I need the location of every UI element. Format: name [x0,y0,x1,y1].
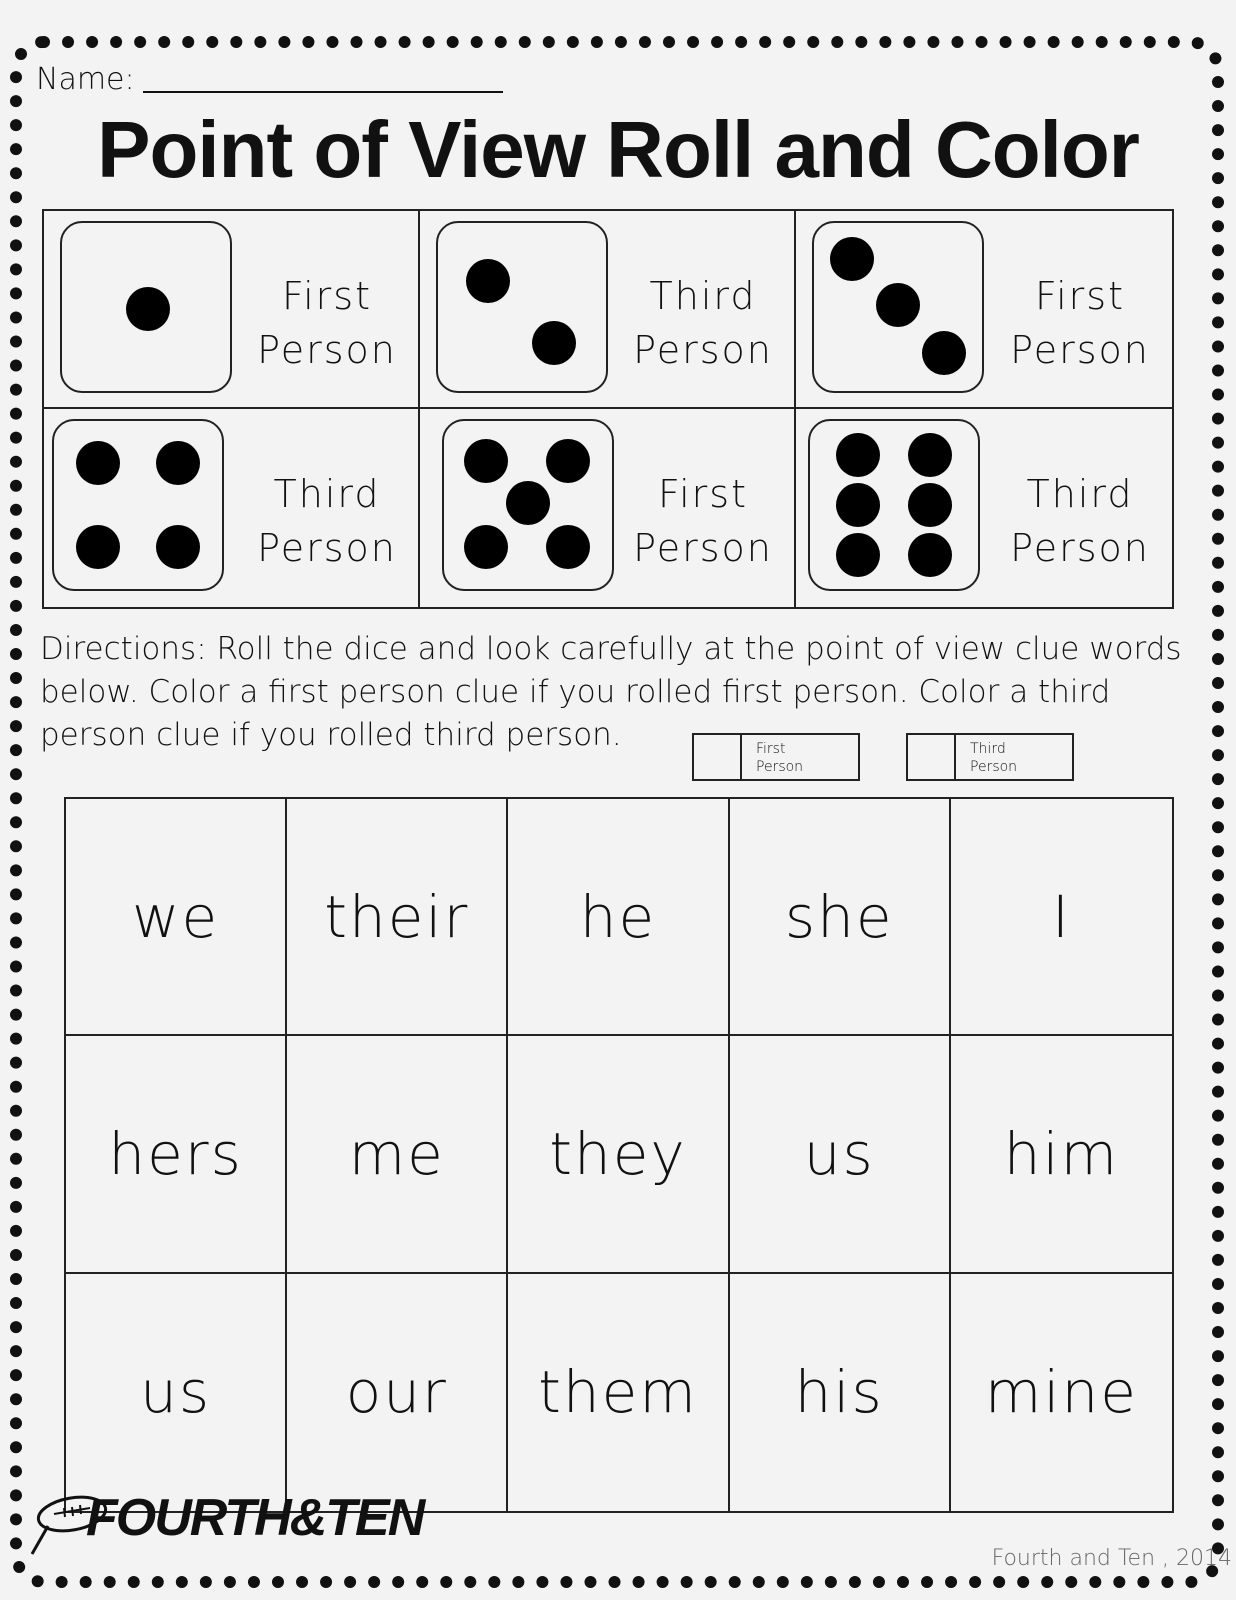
die-five-icon [442,419,614,591]
key-label: First Person [756,741,804,775]
dice-label: First Person [633,472,773,570]
pip [464,525,508,569]
name-blank-line[interactable] [143,63,503,93]
copyright-text: Fourth and Ten , 2014 [991,1546,1232,1571]
name-field[interactable] [36,62,503,97]
pip [546,439,590,483]
key-label: Third Person [970,741,1018,775]
dice-cell-2 [420,211,796,409]
dice-label: Third Person [1010,472,1150,570]
word-grid [64,797,1174,1513]
dice-label: First Person [1010,274,1150,372]
die-two-icon [436,221,608,393]
dice-label: Third Person [633,274,773,372]
logo-text: FOURTH&TEN [86,1489,424,1547]
word-cell[interactable]: he [508,799,729,1036]
color-swatch[interactable] [908,735,956,779]
pip [836,533,880,577]
color-key-first-person [692,733,860,781]
word-cell[interactable]: me [287,1036,508,1273]
word-cell[interactable]: mine [984,1358,1138,1427]
word-cell[interactable]: hers [66,1036,287,1273]
word-cell[interactable]: their [287,799,508,1036]
pip [156,525,200,569]
pip [76,441,120,485]
dice-cell-3 [796,211,1172,409]
word-cell[interactable]: they [508,1036,729,1273]
dice-label: First Person [257,274,397,372]
dice-cell-4 [44,409,420,607]
word-cell[interactable]: us [66,1274,287,1511]
dice-cell-1 [44,211,420,409]
pip [466,259,510,303]
die-one-icon [60,221,232,393]
pip [922,331,966,375]
word-cell[interactable]: she [730,799,951,1036]
word-cell[interactable]: us [730,1036,951,1273]
pip [464,439,508,483]
word-cell[interactable]: his [730,1274,951,1511]
word-cell[interactable]: them [508,1274,729,1511]
word-cell[interactable]: I [951,799,1172,1036]
pip [156,441,200,485]
die-four-icon [52,419,224,591]
word-cell[interactable]: him [951,1036,1172,1273]
page-title: Point of View Roll and Color [97,105,1139,194]
dice-cell-6 [796,409,1172,607]
color-swatch[interactable] [694,735,742,779]
pip [908,483,952,527]
pip [836,483,880,527]
pip [836,433,880,477]
pip [546,525,590,569]
dice-label: Third Person [257,472,397,570]
fourth-and-ten-logo [24,1484,444,1564]
dice-key-table [42,209,1174,609]
dice-cell-5 [420,409,796,607]
pip [532,321,576,365]
pip [126,287,170,331]
name-label: Name: [36,62,135,97]
word-cell[interactable]: our [287,1274,508,1511]
pip [830,237,874,281]
pip [506,481,550,525]
die-six-icon [808,419,980,591]
pip [908,433,952,477]
die-three-icon [812,221,984,393]
pip [908,533,952,577]
color-key-third-person [906,733,1074,781]
directions-text: Directions: Roll the dice and look carefully at the point of view clue words below. Color a first person clue if you rolled first person. Color a third person clue if you rolled third person. [40,631,1182,753]
pip [876,283,920,327]
word-cell[interactable]: we [66,799,287,1036]
pip [76,525,120,569]
